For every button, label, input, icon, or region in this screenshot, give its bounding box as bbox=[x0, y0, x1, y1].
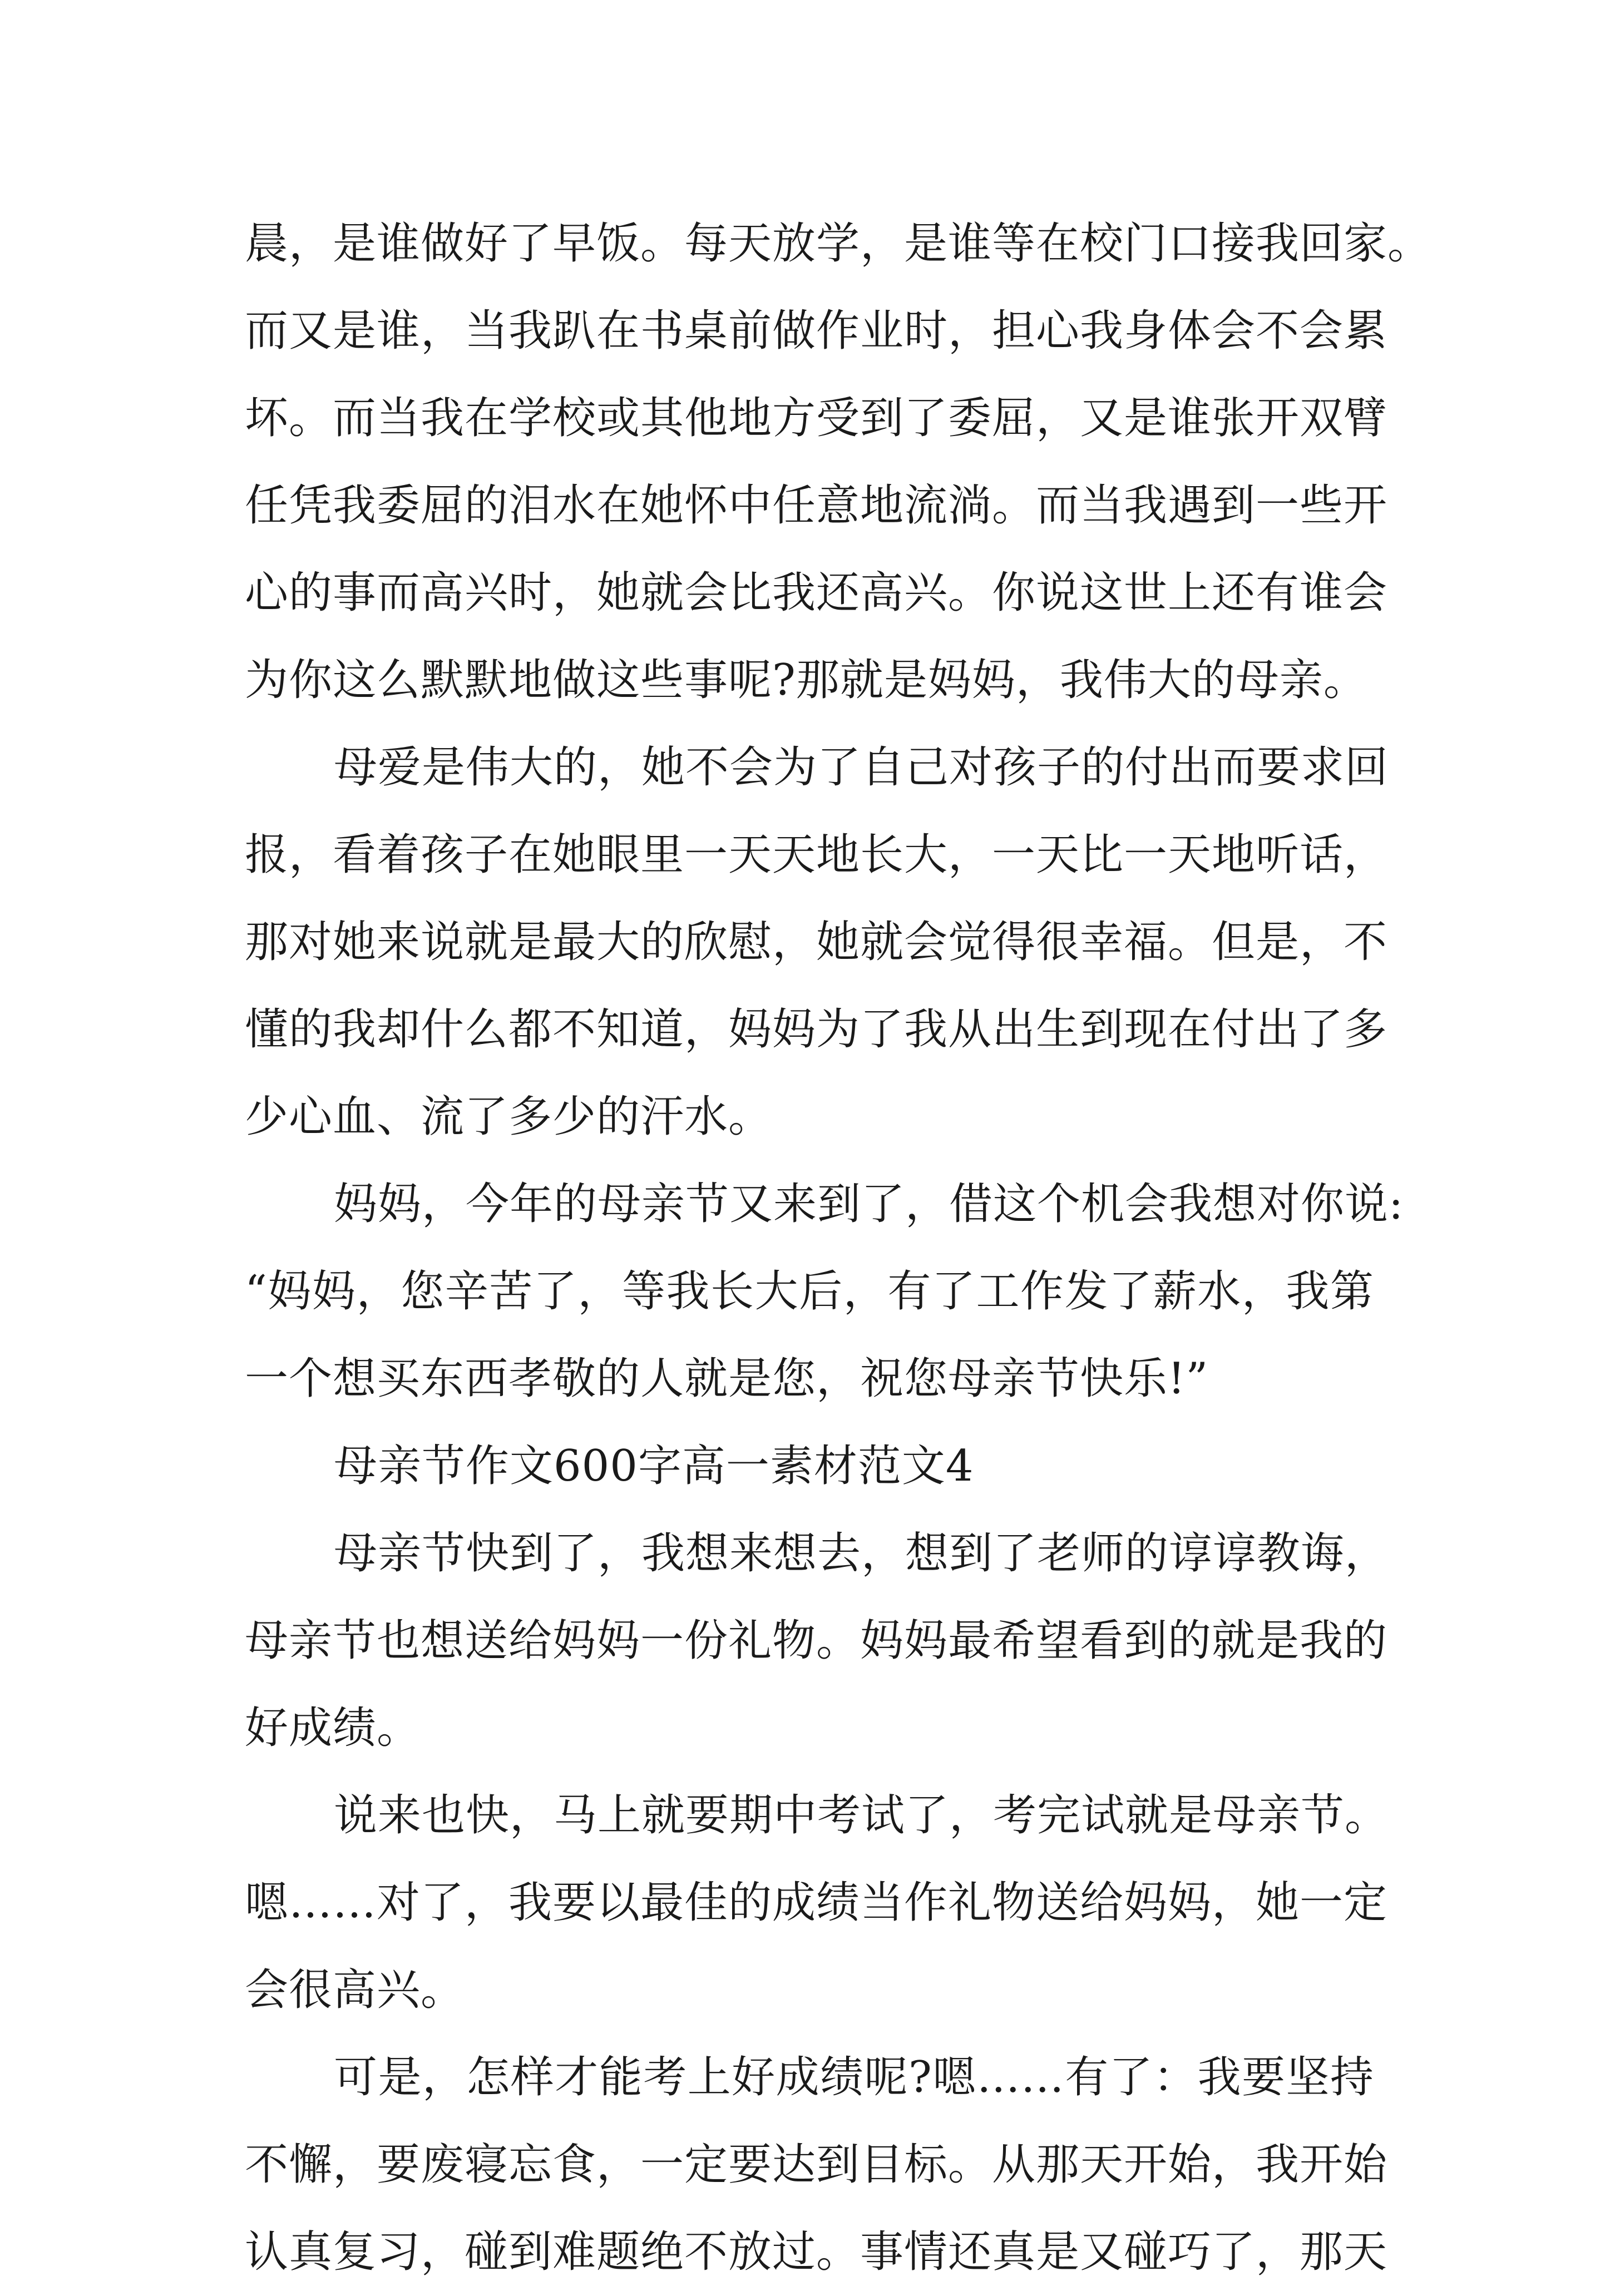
text-line: 认真复习，碰到难题绝不放过。事情还真是又碰巧了，那天 bbox=[245, 2227, 1388, 2277]
text-line: “妈妈，您辛苦了，等我长大后，有了工作发了薪水，我第 bbox=[245, 1266, 1374, 1317]
text-line: 不懈，要废寝忘食，一定要达到目标。从那天开始，我开始 bbox=[245, 2140, 1388, 2190]
text-line: 任凭我委屈的泪水在她怀中任意地流淌。而当我遇到一些开 bbox=[245, 481, 1388, 531]
text-line: 坏。而当我在学校或其他地方受到了委屈，又是谁张开双臂 bbox=[245, 393, 1388, 443]
text-line: 说来也快，马上就要期中考试了，考完试就是母亲节。 bbox=[334, 1790, 1389, 1840]
section-heading: 母亲节作文600字高一素材范文4 bbox=[334, 1441, 974, 1491]
document-body bbox=[245, 200, 1432, 2296]
text-line: 一个想买东西孝敬的人就是您，祝您母亲节快乐!” bbox=[245, 1354, 1209, 1404]
text-line: 好成绩。 bbox=[245, 1703, 421, 1753]
text-line: 母爱是伟大的，她不会为了自己对孩子的付出而要求回 bbox=[334, 743, 1389, 793]
text-line: 晨，是谁做好了早饭。每天放学，是谁等在校门口接我回家。 bbox=[245, 219, 1432, 269]
text-line: 报，看着孩子在她眼里一天天地长大，一天比一天地听话， bbox=[245, 830, 1388, 880]
text-line: 为你这么默默地做这些事呢?那就是妈妈，我伟大的母亲。 bbox=[245, 655, 1367, 705]
text-line: 母亲节也想送给妈妈一份礼物。妈妈最希望看到的就是我的 bbox=[245, 1616, 1388, 1666]
text-line: 少心血、流了多少的汗水。 bbox=[245, 1092, 773, 1142]
text-line: 母亲节快到了，我想来想去，想到了老师的谆谆教诲， bbox=[334, 1528, 1389, 1578]
text-line: 嗯……对了，我要以最佳的成绩当作礼物送给妈妈，她一定 bbox=[245, 1878, 1388, 1928]
text-line: 心的事而高兴时，她就会比我还高兴。你说这世上还有谁会 bbox=[245, 568, 1388, 618]
text-line: 妈妈，今年的母亲节又来到了，借这个机会我想对你说: bbox=[334, 1179, 1404, 1229]
text-line: 会很高兴。 bbox=[245, 1965, 465, 2015]
text-line: 可是，怎样才能考上好成绩呢?嗯……有了：我要坚持 bbox=[334, 2052, 1374, 2102]
text-line: 而又是谁，当我趴在书桌前做作业时，担心我身体会不会累 bbox=[245, 306, 1388, 356]
text-line: 懂的我却什么都不知道，妈妈为了我从出生到现在付出了多 bbox=[245, 1004, 1388, 1055]
text-line: 那对她来说就是最大的欣慰，她就会觉得很幸福。但是，不 bbox=[245, 917, 1388, 967]
